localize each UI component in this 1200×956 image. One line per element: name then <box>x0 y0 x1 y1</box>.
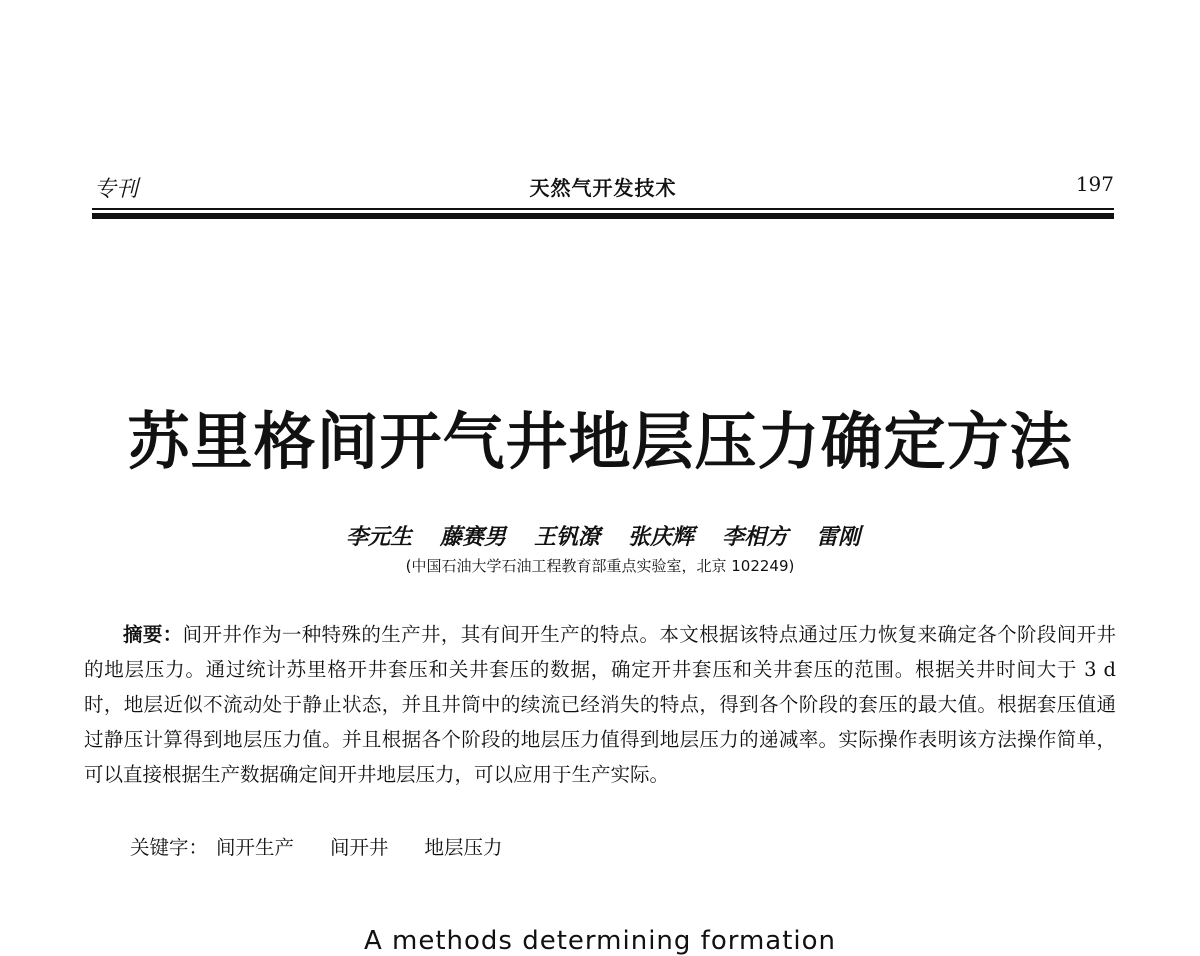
page-number: 197 <box>1075 172 1114 196</box>
keywords-label: 关键字： <box>130 836 209 859</box>
running-header <box>92 168 1114 228</box>
header-rule-thin <box>92 208 1114 210</box>
abstract-text: 间开井作为一种特殊的生产井，其有间开生产的特点。本文根据该特点通过压力恢复来确定各个阶段间开井的地层压力。通过统计苏里格开井套压和关井套压的数据，确定开井套压和关井套压的范围。根据关井时间大于 3 d 时，地层近似不流动处于静止状态，并且井筒中的续流已经消失的特点，得到各个阶段的套压的最大值。根据套压值通过静压计算得到地层压力值。并且根据各个阶段的地层压力值得到地层压力的递减率。实际操作表明该方法操作简单，可以直接根据生产数据确定间开井地层压力，可以应用于生产实际。 <box>84 623 1116 786</box>
keyword: 地层压力 <box>424 836 503 859</box>
header-column-label: 专刊 <box>94 177 139 202</box>
journal-name: 天然气开发技术 <box>529 176 677 200</box>
keywords <box>130 832 503 860</box>
keyword: 间开生产 <box>216 836 295 859</box>
header-rule-thick <box>92 213 1114 219</box>
author: 雷刚 <box>816 524 861 550</box>
author: 李元生 <box>346 524 413 550</box>
author: 王钒潦 <box>534 524 601 550</box>
keyword: 间开井 <box>330 836 389 859</box>
author: 李相方 <box>722 524 789 550</box>
abstract <box>84 617 1116 792</box>
author: 藤赛男 <box>440 524 507 550</box>
english-title: A methods determining formation <box>363 926 837 956</box>
affiliation: (中国石油大学石油工程教育部重点实验室，北京 102249) <box>405 557 795 575</box>
paper-title: 苏里格间开气井地层压力确定方法 <box>127 405 1073 478</box>
author: 张庆辉 <box>628 524 695 550</box>
abstract-label: 摘要： <box>123 623 183 646</box>
author-list <box>346 520 860 551</box>
